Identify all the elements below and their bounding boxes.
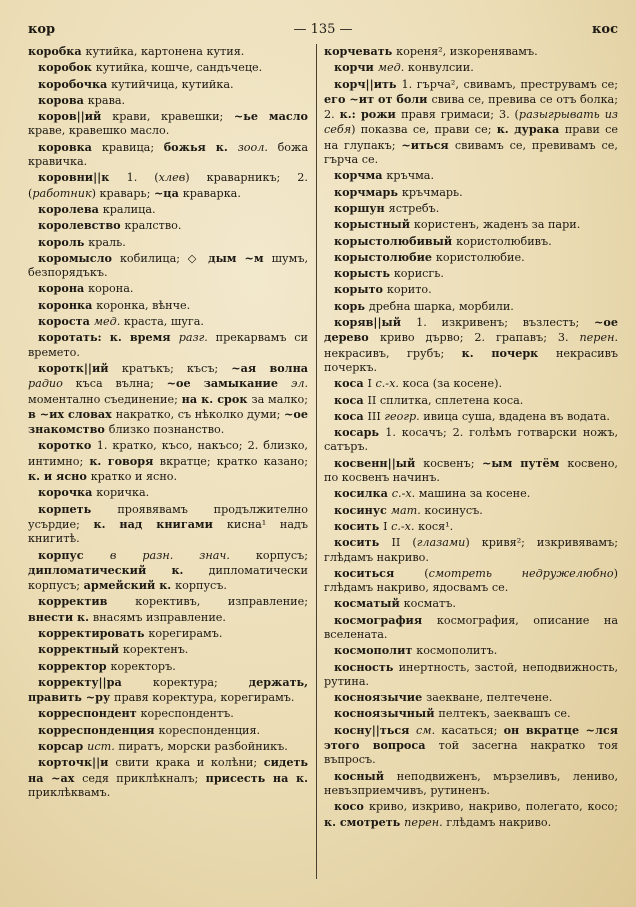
dictionary-entry (28, 235, 308, 250)
dictionary-entry (28, 281, 308, 296)
entry-text: косматъ. (403, 597, 456, 611)
entry-text: ) кривя²; изкривявамъ; глѣдамъ накриво. (324, 536, 619, 564)
entry-text: косинусъ. (424, 503, 483, 517)
entry-text: 1. кратко, късо, накъсо; 2. близко, интимно; (28, 439, 308, 468)
entry-text: корпусъ; (255, 548, 308, 562)
entry-text: прекарвамъ си времето. (28, 331, 308, 359)
entry-text: машина за косене. (418, 487, 531, 501)
entry-text: шумъ, безпорядъкъ. (28, 251, 308, 280)
entry-headword: к. дурака (496, 122, 565, 137)
entry-headword: внести к. (28, 609, 93, 624)
entry-label: ист. (87, 740, 119, 754)
entry-text: I (383, 519, 392, 533)
dictionary-entry (28, 626, 308, 641)
dictionary-entry (324, 799, 618, 830)
entry-text: божа кравичка. (28, 140, 308, 169)
dictionary-entry (324, 217, 618, 232)
entry-text: користенъ, жаденъ за пари. (413, 218, 581, 232)
entry-headword: корч||ить (334, 76, 402, 91)
entry-headword: корова (38, 92, 88, 107)
entry-text: той засегна накратко тоя въпросъ. (324, 739, 619, 767)
entry-headword: ~ым путём (482, 455, 568, 470)
entry-text: ) показва се, прави се; (351, 123, 497, 137)
entry-text: седя приклѣкналъ; (82, 771, 206, 785)
entry-text: прави се на глупакъ; (324, 123, 618, 152)
entry-text: касаться; (441, 723, 504, 737)
entry-headword: ~ая волна (231, 360, 309, 375)
dictionary-entry (324, 250, 618, 265)
entry-headword: корпус (38, 547, 110, 562)
dictionary-entry (28, 485, 308, 500)
dictionary-entry (28, 170, 308, 201)
entry-headword: корыстолюбие (334, 249, 436, 264)
entry-headword: к. над книгами (93, 516, 227, 531)
entry-headword: косить (334, 535, 392, 550)
entry-text: некрасивъ, грубъ; (324, 346, 462, 360)
entry-text: краварка. (182, 186, 241, 200)
entry-text: кореспондентъ. (140, 707, 234, 721)
entry-headword: косить (334, 518, 384, 533)
entry-text: приклѣквамъ. (28, 785, 111, 799)
entry-text: краль. (88, 235, 126, 249)
entry-label: с.-х. (375, 377, 403, 391)
entry-headword: ~ье масло (233, 109, 309, 124)
dictionary-entry (28, 706, 308, 721)
entry-label: перен. (404, 815, 447, 829)
dictionary-entry (324, 201, 618, 216)
entry-text: ( (424, 566, 429, 580)
entry-text: вкратце; кратко казано; (159, 454, 308, 468)
entry-label: работник (32, 186, 92, 200)
entry-text: свивамъ се, превивамъ се, гърча се. (324, 138, 618, 167)
entry-headword: корона (38, 281, 89, 296)
entry-label: в разн. знач. (109, 548, 256, 562)
dictionary-entry (324, 393, 618, 408)
dictionary-entry (28, 755, 308, 800)
entry-text: космополитъ. (416, 644, 498, 658)
entry-headword: корыстолюбивый (334, 233, 457, 248)
entry-text: корпусъ. (175, 579, 227, 593)
dictionary-entry (324, 566, 618, 596)
dictionary-entry (28, 361, 308, 437)
dictionary-entry (28, 594, 308, 625)
header-right-guideword: кос (592, 22, 618, 37)
entry-headword: корысть (334, 266, 394, 281)
entry-headword: коротк||ий (38, 360, 122, 375)
entry-text: свива се, превива се отъ болка; 2. (324, 92, 618, 122)
dictionary-entry (28, 251, 308, 281)
entry-text: криво, изкриво, накриво, полегато, косо; (368, 800, 618, 814)
entry-headword: ~иться (401, 137, 455, 152)
entry-headword: коров||ий (38, 109, 113, 124)
dictionary-entry (28, 330, 308, 360)
dictionary-entry (28, 659, 308, 674)
entry-text: къса вълна; (75, 377, 167, 391)
entry-headword: коса (334, 408, 368, 423)
entry-label: мед. (377, 61, 408, 75)
entry-label: см. (416, 723, 442, 737)
entry-headword: коситься (334, 565, 425, 580)
entry-text: кралство. (124, 219, 182, 233)
dictionary-entry (324, 185, 618, 200)
dictionary-entry (324, 44, 618, 59)
entry-headword: корректировать (38, 625, 149, 640)
dictionary-entry (324, 596, 618, 611)
entry-headword: он вкратце ~лся этого вопроса (324, 722, 618, 753)
entry-label: эл. (291, 377, 309, 391)
entry-text: кутийка, кошче, сандъчеце. (95, 61, 263, 75)
entry-text: коректенъ. (122, 643, 189, 657)
dictionary-entry (324, 503, 618, 518)
entry-headword: косинус (334, 502, 391, 517)
entry-headword: корчма (334, 168, 387, 183)
entry-headword: король (38, 234, 89, 249)
entry-text: краве, кравешко масло. (28, 124, 170, 138)
entry-text: за малко; (251, 392, 309, 406)
entry-headword: корчмарь (334, 184, 402, 199)
dictionary-entry (324, 315, 618, 375)
page-header (28, 22, 618, 44)
entry-text: пиратъ, морски разбойникъ. (118, 740, 288, 754)
dictionary-entry (28, 739, 308, 754)
entry-text: некрасивъ почеркъ. (324, 346, 619, 374)
entry-headword: присесть на к. (205, 770, 308, 785)
entry-text: коронка, вѣнче. (96, 298, 191, 312)
entry-headword: корреспонденция (38, 722, 159, 737)
dictionary-entry (28, 298, 308, 313)
entry-text: 1. гърча², свивамъ, преструвамъ се; (401, 77, 618, 91)
entry-headword: на к. срок (181, 391, 252, 406)
entry-text: проявявамъ продължително усърдие; (28, 502, 308, 531)
entry-headword: корректный (38, 642, 123, 657)
entry-headword: косо (334, 799, 369, 814)
dictionary-entry (324, 690, 618, 705)
entry-headword: держать, править ~ру (28, 674, 308, 705)
entry-headword: корректу||ра (38, 674, 153, 689)
entry-text: кравица; (101, 140, 164, 154)
right-column (324, 44, 618, 831)
dictionary-entry (324, 266, 618, 281)
entry-headword: сидеть на ~ах (28, 755, 308, 785)
entry-text: корективъ, изправление; (135, 595, 308, 609)
entry-text: II сплитка, сплетена коса. (367, 393, 524, 407)
dictionary-entry (324, 769, 618, 799)
entry-headword: коротко (38, 438, 97, 453)
entry-label: мат. (390, 503, 425, 517)
entry-text: кръчма. (386, 169, 435, 183)
entry-headword: косматый (334, 596, 404, 611)
entry-label: смотреть недружелюбно (428, 566, 614, 580)
entry-headword: космография (334, 612, 437, 627)
entry-headword: корчи (334, 60, 378, 75)
entry-text: глѣдамъ накриво. (446, 815, 552, 829)
entry-headword: его ~ит от боли (324, 91, 432, 106)
entry-headword: к. почерк (461, 345, 556, 360)
dictionary-entry (324, 77, 618, 168)
entry-text: внасямъ изправление. (92, 610, 226, 624)
entry-text: користолюбивъ. (456, 234, 552, 248)
dictionary-entry (28, 723, 308, 738)
entry-label: перен. (579, 331, 619, 345)
entry-text: коректура; (152, 675, 249, 689)
dictionary-entry (324, 613, 618, 643)
dictionary-entry (28, 60, 308, 75)
entry-text: крави, кравешки; (112, 110, 234, 124)
entry-label: зоол. (237, 140, 278, 154)
entry-text: ивица суша, вдадена въ водата. (423, 409, 610, 423)
entry-headword: коротать: к. время (38, 330, 179, 345)
entry-text: инертность, застой, неподвижность, рутина. (324, 660, 618, 688)
entry-headword: божья к. (163, 139, 238, 154)
entry-text: правя гримаси; 3. ( (401, 108, 519, 122)
entry-text: коричка. (96, 486, 150, 500)
entry-label: с.-х. (391, 519, 419, 533)
entry-headword: корь (334, 298, 369, 313)
dictionary-entry (28, 77, 308, 92)
entry-headword: корыто (334, 282, 387, 297)
entry-text: корисгь. (393, 267, 444, 281)
entry-label: мед. (93, 315, 124, 329)
dictionary-entry (324, 660, 618, 690)
entry-text: кръчмарь. (401, 185, 463, 199)
entry-headword: коромысло (38, 250, 120, 265)
entry-text: космография, описание на вселената. (324, 613, 618, 641)
entry-text: користолюбие. (435, 250, 525, 264)
dictionary-entry (324, 60, 618, 75)
entry-text: косвенъ; (423, 456, 483, 470)
dictionary-entry (324, 643, 618, 658)
entry-text: пелтекъ, заеквашъ се. (438, 707, 571, 721)
entry-headword: королевство (38, 218, 125, 233)
dictionary-entry (28, 44, 308, 59)
entry-text: дипломатически корпусъ; (28, 563, 308, 593)
entry-text: свити крака и колѣни; (115, 756, 264, 770)
entry-text: кореспонденция. (158, 723, 261, 737)
entry-text: неподвиженъ, мързеливъ, лениво, невъзприемчивъ, рутиненъ. (324, 769, 619, 797)
entry-label: радио (28, 377, 76, 391)
entry-text: I (367, 377, 376, 391)
entry-text: коса (за косене). (402, 377, 503, 391)
entry-text: кореня², изкоренявамъ. (396, 45, 538, 58)
entry-text: конвулсии. (407, 61, 474, 75)
entry-headword: ~ое дерево (324, 315, 618, 345)
dictionary-entry (324, 376, 618, 391)
entry-headword: корточк||и (38, 755, 116, 770)
entry-text: близко познанство. (108, 423, 225, 437)
entry-headword: коробок (38, 60, 96, 75)
entry-headword: косноязычие (334, 690, 427, 705)
entry-headword: корочка (38, 485, 97, 500)
entry-label: геогр. (384, 409, 424, 423)
dictionary-entry (324, 706, 618, 721)
dictionary-entry (28, 438, 308, 484)
entry-headword: ~ца (153, 185, 183, 200)
entry-text: кратъкъ; късъ; (121, 361, 232, 375)
entry-text: ) краварь; (91, 186, 154, 200)
entry-headword: космополит (334, 643, 417, 658)
entry-headword: корыстный (334, 217, 414, 232)
dictionary-entry (28, 642, 308, 657)
dictionary-entry (28, 502, 308, 547)
entry-text: коректоръ. (110, 659, 176, 673)
dictionary-entry (324, 519, 618, 534)
entry-headword: ~ое замыкание (166, 376, 292, 391)
entry-text: моментално съединение; (28, 392, 182, 406)
entry-text: III (367, 409, 385, 423)
entry-text: кутийка, картонена кутия. (85, 45, 245, 58)
entry-headword: в ~их словах (28, 406, 116, 421)
entry-text: правя коректура, корегирамъ. (114, 691, 295, 705)
entry-headword: армейский к. (83, 578, 176, 593)
entry-text: ) краварникъ; 2. ( (28, 171, 308, 200)
page-number: — 135 — (293, 22, 353, 37)
entry-text: кралица. (102, 202, 156, 216)
entry-text: 1. косачъ; 2. голѣмъ готварски ножъ, сатъръ. (324, 426, 618, 454)
entry-headword: корректор (38, 658, 111, 673)
dictionary-entry (324, 168, 618, 183)
header-left-guideword: кор (28, 22, 56, 37)
entry-text: краста, шуга. (123, 315, 204, 329)
left-column (28, 44, 308, 801)
entry-headword: к. и ясно (28, 469, 91, 484)
entry-headword: королева (38, 201, 103, 216)
entry-text: кисна¹ надъ книгитѣ. (28, 517, 308, 546)
entry-headword: косный (334, 768, 397, 783)
dictionary-entry (324, 409, 618, 424)
entry-headword: к.: рожи (339, 107, 402, 122)
entry-headword: косноязычный (334, 706, 439, 721)
entry-label: разыгрывать из себя (324, 108, 619, 137)
entry-text: криво дърво; 2. грапавъ; 3. (380, 331, 580, 345)
entry-headword: коробка (28, 44, 86, 58)
dictionary-entry (28, 93, 308, 108)
entry-text: косвено, по косвенъ начинъ. (324, 456, 618, 485)
entry-headword: дым ~м (208, 250, 272, 265)
entry-headword: короста (38, 314, 94, 329)
entry-text: накратко, съ нѣколко думи; (115, 407, 285, 421)
entry-headword: коронка (38, 297, 97, 312)
dictionary-entry (28, 314, 308, 329)
entry-text: 1. ( (126, 171, 159, 185)
entry-headword: коса (334, 392, 368, 407)
entry-text: кутийчица, кутийка. (111, 77, 234, 91)
entry-text: заекване, пелтечене. (426, 691, 553, 705)
entry-headword: косну||ться (334, 722, 417, 737)
entry-headword: корчевать (324, 44, 397, 58)
entry-headword: косарь (334, 425, 386, 440)
dictionary-entry (324, 282, 618, 297)
entry-label: разг. (178, 331, 216, 345)
dictionary-entry (28, 218, 308, 233)
dictionary-entry (28, 675, 308, 706)
entry-headword: коряв||ый (334, 315, 417, 330)
dictionary-entry (28, 109, 308, 139)
entry-text: ) глѣдамъ накриво, ядосвамъ се. (324, 566, 618, 595)
entry-headword: корпеть (38, 501, 118, 516)
dictionary-entry (324, 723, 618, 768)
entry-headword: косность (334, 659, 399, 674)
entry-headword: коробочка (38, 76, 112, 91)
entry-text: корито. (386, 283, 432, 297)
entry-headword: к. смотреть (324, 814, 405, 829)
entry-headword: корректив (38, 594, 136, 609)
entry-headword: косилка (334, 486, 392, 501)
entry-headword: коршун (334, 200, 389, 215)
dictionary-entry (324, 425, 618, 455)
entry-text: кратко и ясно. (90, 470, 178, 484)
entry-headword: коровни||к (38, 170, 127, 185)
entry-text: кося¹. (418, 519, 454, 533)
dictionary-entry (28, 202, 308, 217)
entry-headword: ~ое знакомство (28, 406, 308, 437)
entry-headword: к. говоря (89, 453, 160, 468)
entry-label: хлев (158, 171, 186, 185)
entry-headword: корсар (38, 739, 88, 754)
dictionary-entry (324, 299, 618, 314)
entry-text: 1. изкривенъ; възлестъ; (416, 316, 595, 330)
dictionary-entry (324, 535, 618, 565)
entry-text: II ( (391, 536, 417, 550)
entry-text: дребна шарка, морбили. (368, 299, 514, 313)
dictionary-entry (324, 456, 618, 486)
dictionary-entry (324, 486, 618, 501)
entry-headword: косвенн||ый (334, 455, 424, 470)
entry-text: корона. (88, 282, 134, 296)
entry-label: глазами (416, 536, 466, 550)
entry-headword: коровка (38, 139, 102, 154)
entry-text: ястребъ. (388, 201, 440, 215)
entry-text: корегирамъ. (148, 626, 223, 640)
dictionary-entry (28, 140, 308, 170)
entry-headword: дипломатический к. (28, 562, 209, 577)
entry-headword: корреспондент (38, 706, 141, 721)
column-divider (316, 44, 317, 879)
dictionary-entry (324, 234, 618, 249)
entry-label: с.-х. (391, 487, 419, 501)
entry-text: крава. (87, 93, 126, 107)
entry-text: кобилица; ◇ (119, 251, 209, 265)
dictionary-entry (28, 548, 308, 594)
entry-headword: коса (334, 376, 368, 391)
